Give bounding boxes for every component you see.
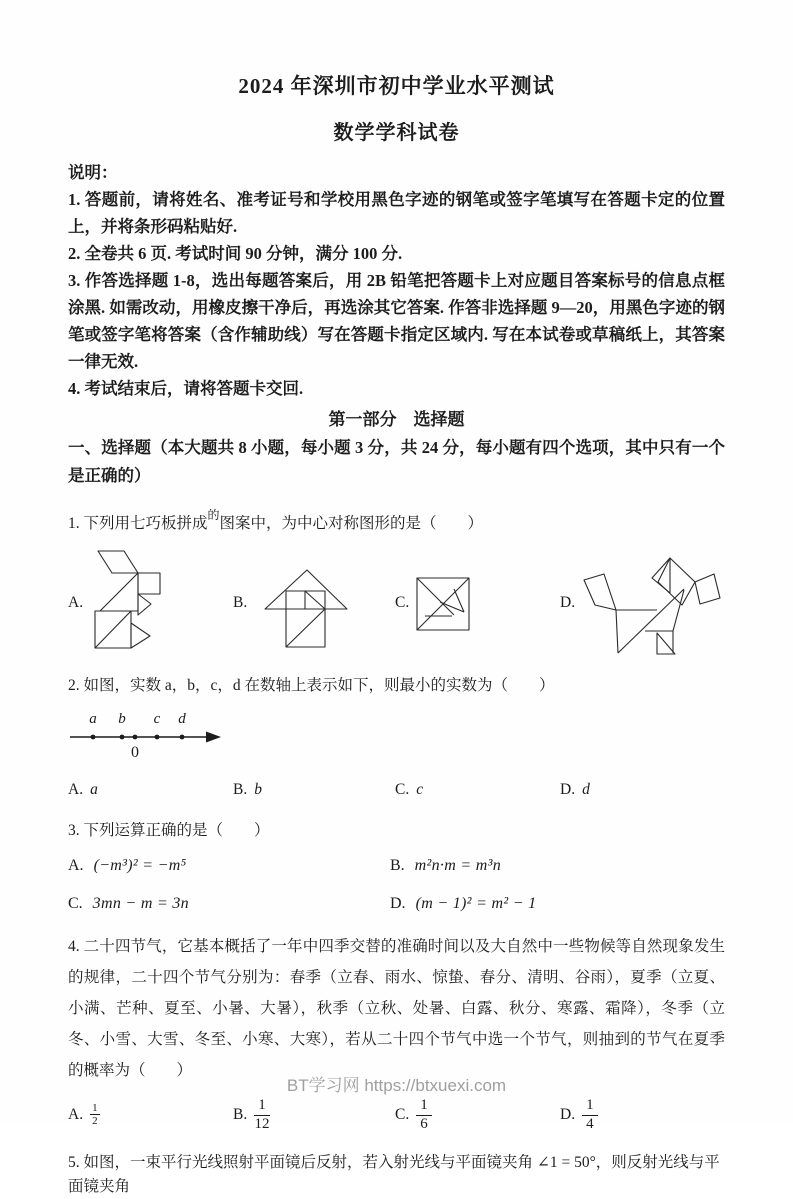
q1-option-b-label: B. [233, 594, 248, 612]
q2-option-d [560, 781, 725, 799]
question-5-stem: 5. 如图，一束平行光线照射平面镜后反射，若入射光线与平面镜夹角 ∠1 = 50°，则反射光线与平面镜夹角 [68, 1153, 720, 1195]
q4-option-c-label: C. [395, 1106, 410, 1124]
q2-option-c-label: C. [395, 781, 410, 799]
q1-stem-before: 1. 下列用七巧板拼成 [68, 515, 208, 533]
question-4-stem: 4. 二十四节气，它基本概括了一年中四季交替的准确时间以及大自然中一些物候等自然现象发生的规律，二十四个节气分别为：春季（立春、雨水、惊蛰、春分、清明、谷雨），夏季（立夏、小满、芒种、夏至、小暑、大暑），秋季（立秋、处暑、白露、秋分、寒露、霜降），冬季（立冬、小雪、大雪、冬至、小寒、大寒），若从二十四个节气中选一个节气，则抽到的节气在夏季的概率为（ ） [68, 938, 725, 1080]
numberline-label-d: d [178, 711, 186, 728]
numberline-label-c: c [153, 711, 161, 728]
number-line-figure [68, 706, 233, 760]
q3-option-a-formula: (−m³)² = −m⁵ [93, 857, 187, 875]
q4-option-c-fraction [416, 1098, 432, 1133]
q1-option-d-label: D. [560, 594, 576, 612]
numberline-label-zero: 0 [131, 744, 139, 762]
instruction-item-3: 3. 作答选择题 1-8，选出每题答案后，用 2B 铅笔把答题卡上对应题目答案标号的信息点框涂黑. 如需改动，用橡皮擦干净后，再选涂其它答案. 作答非选择题 9—20，用黑色字迹的钢笔或签字笔将答案（含作辅助线）写在答题卡指定区域内. 写在本试卷或草稿纸上，其答案一律无效. [68, 271, 725, 371]
question-5 [68, 1151, 725, 1199]
question-1-stem [68, 506, 725, 536]
q3-option-a-label: A. [68, 857, 84, 875]
q3-option-d [390, 895, 725, 913]
fraction-denominator: 6 [420, 1115, 428, 1132]
q4-options-row [68, 1098, 725, 1133]
q4-option-b-fraction [254, 1098, 270, 1133]
instructions-block [68, 159, 725, 402]
fraction-numerator: 1 [582, 1098, 598, 1116]
q1-stem-after: 图案中，为中心对称图形的是（ ） [219, 515, 484, 533]
q4-option-b-label: B. [233, 1106, 248, 1124]
q2-option-b-label: B. [233, 781, 248, 799]
q1-option-a-label: A. [68, 594, 84, 612]
q4-option-b [233, 1098, 395, 1133]
q1-option-a-figure [68, 547, 233, 659]
fraction-denominator: 12 [254, 1115, 270, 1132]
q2-option-a [68, 781, 233, 799]
watermark-footer: BT学习网 https://btxuexi.com [286, 1076, 507, 1095]
q2-option-d-label: D. [560, 781, 576, 799]
q3-option-b [390, 857, 725, 875]
instructions-heading: 说明： [68, 163, 118, 182]
q2-option-c-value: c [416, 781, 424, 799]
q4-option-a-fraction [90, 1103, 100, 1128]
q1-figure-row [68, 544, 725, 662]
q1-option-d-figure [560, 547, 738, 659]
q4-option-d [560, 1098, 725, 1133]
q4-option-c [395, 1098, 560, 1133]
instruction-item-1: 1. 答题前，请将姓名、准考证号和学校用黑色字迹的钢笔或签字笔填写在答题卡定的位置上，并将条形码粘贴好. [68, 190, 725, 236]
instruction-item-2: 2. 全卷共 6 页. 考试时间 90 分钟，满分 100 分. [68, 244, 403, 263]
instruction-item-4: 4. 考试结束后，请将答题卡交回. [68, 379, 304, 398]
q3-option-b-formula: m²n·m = m³n [414, 857, 502, 875]
q3-option-d-formula: (m − 1)² = m² − 1 [415, 895, 537, 913]
numberline-label-b: b [118, 711, 126, 728]
q3-options-grid [68, 857, 725, 913]
q2-option-b-value: b [254, 781, 262, 799]
q2-option-b [233, 781, 395, 799]
fraction-denominator: 2 [92, 1115, 98, 1128]
tangram-bird-icon [88, 547, 193, 659]
q4-option-d-label: D. [560, 1106, 576, 1124]
q4-option-d-fraction [582, 1098, 598, 1133]
q1-option-c-label: C. [395, 594, 410, 612]
fraction-numerator: 1 [416, 1098, 432, 1116]
question-3 [68, 819, 725, 913]
question-2 [68, 674, 725, 799]
q2-option-c [395, 781, 560, 799]
numberline-label-a: a [89, 711, 97, 728]
q3-option-c-formula: 3mn − m = 3n [92, 895, 189, 913]
section1-intro: 一、选择题（本大题共 8 小题，每小题 3 分，共 24 分，每小题有四个选项，其中只有一个是正确的） [68, 438, 725, 485]
q1-option-c-figure [395, 574, 560, 632]
tangram-square-icon [414, 574, 472, 632]
q2-options-row [68, 781, 725, 799]
page-title: 2024 年深圳市初中学业水平测试 [238, 74, 555, 98]
q4-option-a [68, 1103, 233, 1128]
q3-option-a [68, 857, 390, 875]
question-1 [68, 506, 725, 662]
q3-option-d-label: D. [390, 895, 406, 913]
q4-option-a-label: A. [68, 1106, 84, 1124]
fraction-numerator: 1 [92, 1101, 98, 1114]
part1-heading: 第一部分 选择题 [328, 410, 465, 429]
q2-option-a-label: A. [68, 781, 84, 799]
q2-option-d-value: d [582, 781, 590, 799]
tangram-fox-icon [580, 547, 738, 659]
q2-option-a-value: a [90, 781, 98, 799]
tangram-house-icon [252, 557, 352, 649]
q3-option-b-label: B. [390, 857, 405, 875]
fraction-denominator: 4 [586, 1115, 594, 1132]
q1-stem-sup: 的 [207, 508, 220, 522]
page-subtitle: 数学学科试卷 [333, 122, 460, 144]
q1-option-b-figure [233, 557, 395, 649]
question-2-stem: 2. 如图，实数 a，b，c，d 在数轴上表示如下，则最小的实数为（ ） [68, 677, 555, 695]
question-3-stem: 3. 下列运算正确的是（ ） [68, 822, 270, 840]
q3-option-c-label: C. [68, 895, 83, 913]
question-4 [68, 931, 725, 1133]
fraction-numerator: 1 [254, 1098, 270, 1116]
q3-option-c [68, 895, 390, 913]
